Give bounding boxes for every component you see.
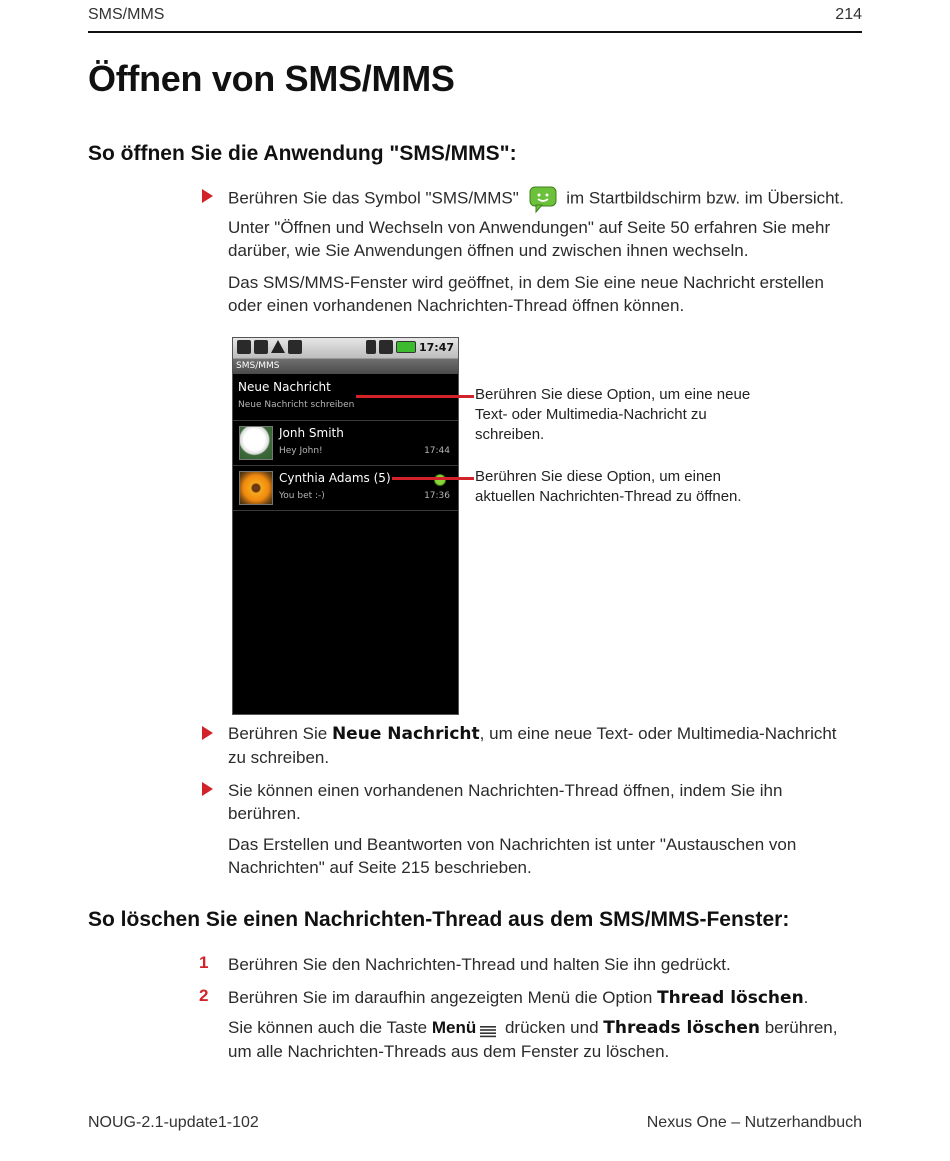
text-line: Sie können einen vorhandenen Nachrichten-Thread öffnen, indem Sie ihn xyxy=(228,781,783,800)
ui-label-delete-thread: Thread löschen xyxy=(657,988,804,1008)
text-line: oder einen vorhandenen Nachrichten-Thread öffnen können. xyxy=(228,296,685,315)
text-line: darüber, wie Sie Anwendungen öffnen und zwischen ihnen wechseln. xyxy=(228,241,749,260)
bullet-open-app xyxy=(228,184,868,214)
running-header xyxy=(88,6,862,33)
step-1: Berühren Sie den Nachrichten-Thread und halten Sie ihn gedrückt. xyxy=(228,955,731,974)
paragraph-switch-apps xyxy=(228,216,864,262)
phone-screenshot xyxy=(232,337,459,715)
usb-icon xyxy=(288,340,302,354)
text-line: Text- oder Multimedia-Nachricht zu xyxy=(475,406,707,423)
voicemail-icon xyxy=(237,340,251,354)
text-line: Berühren Sie diese Option, um eine neue xyxy=(475,386,751,403)
text-span: Berühren Sie im daraufhin angezeigten Menü die Option xyxy=(228,988,658,1007)
step-number: 2 xyxy=(199,986,209,1005)
step-number: 1 xyxy=(199,953,209,972)
text-span: Sie können auch die Taste xyxy=(228,1018,432,1037)
bullet-marker xyxy=(202,782,213,796)
text-span: Berühren Sie xyxy=(228,724,332,743)
thread-time: 17:36 xyxy=(424,491,450,501)
callout-thread xyxy=(475,467,775,507)
signal-icon xyxy=(379,340,393,354)
battery-icon xyxy=(396,341,416,353)
callout-new-message xyxy=(475,385,775,445)
callout-line-new-message xyxy=(356,395,474,398)
header-section: SMS/MMS xyxy=(88,6,165,23)
text-span: berühren, xyxy=(759,1018,838,1037)
text-line: aktuellen Nachrichten-Thread zu öffnen. xyxy=(475,488,742,505)
status-time: 17:47 xyxy=(418,340,454,354)
new-message-item[interactable] xyxy=(233,376,458,421)
golf-ball-icon xyxy=(239,426,273,460)
callout-line-thread xyxy=(392,477,474,480)
menu-icon xyxy=(479,1022,497,1036)
note-delete-all xyxy=(228,1016,868,1063)
text-line xyxy=(228,722,864,746)
wifi-icon xyxy=(366,340,376,354)
footer-product: Nexus One – Nutzerhandbuch xyxy=(646,1114,862,1131)
text-line: um alle Nachrichten-Threads aus dem Fenster zu löschen. xyxy=(228,1042,670,1061)
text-line: Unter "Öffnen und Wechseln von Anwendungen" auf Seite 50 erfahren Sie mehr xyxy=(228,218,831,237)
bullet-marker xyxy=(202,726,213,740)
text-line: berühren. xyxy=(228,804,301,823)
calendar-icon xyxy=(254,340,268,354)
text-span: . xyxy=(803,988,809,1007)
text-line: Das SMS/MMS-Fenster wird geöffnet, in dem Sie eine neue Nachricht erstellen xyxy=(228,273,824,292)
thread-item[interactable] xyxy=(233,466,458,511)
app-title-bar: SMS/MMS xyxy=(233,359,458,374)
ui-label-new-message: Neue Nachricht xyxy=(331,724,480,744)
key-label-menu: Menü xyxy=(431,1018,477,1037)
section-heading-delete: So löschen Sie einen Nachrichten-Thread aus dem SMS/MMS-Fenster: xyxy=(88,908,790,931)
flower-icon xyxy=(239,471,273,505)
footer-doc-id: NOUG-2.1-update1-102 xyxy=(88,1114,259,1131)
new-message-subtitle: Neue Nachricht schreiben xyxy=(238,400,355,410)
text-line xyxy=(228,1016,868,1040)
bullet-open-app-text: Berühren Sie das Symbol "SMS/MMS" xyxy=(228,188,519,208)
status-bar xyxy=(233,338,458,359)
paragraph-see-also xyxy=(228,833,864,879)
bullet-open-thread xyxy=(228,779,864,825)
text-line: Berühren Sie diese Option, um einen xyxy=(475,468,721,485)
thread-snippet: Hey John! xyxy=(279,446,323,456)
page-title: Öffnen von SMS/MMS xyxy=(88,58,455,99)
paragraph-window-opens xyxy=(228,271,864,317)
header-page-number: 214 xyxy=(835,6,862,23)
section-heading-open: So öffnen Sie die Anwendung "SMS/MMS": xyxy=(88,142,517,165)
unread-indicator-icon xyxy=(434,474,446,486)
text-span: drücken und xyxy=(500,1018,604,1037)
warning-icon xyxy=(271,340,285,353)
thread-name: Jonh Smith xyxy=(279,426,344,440)
step-2 xyxy=(228,986,864,1010)
text-line: zu schreiben. xyxy=(228,748,330,767)
thread-snippet: You bet :-) xyxy=(279,491,325,501)
thread-item[interactable] xyxy=(233,421,458,466)
ui-label-delete-threads: Threads löschen xyxy=(603,1018,760,1038)
bullet-new-message xyxy=(228,722,864,769)
text-line: Nachrichten" auf Seite 215 beschrieben. xyxy=(228,858,532,877)
new-message-title: Neue Nachricht xyxy=(238,380,331,394)
text-line: Das Erstellen und Beantworten von Nachrichten ist unter "Austauschen von xyxy=(228,835,797,854)
bullet-marker xyxy=(202,189,213,203)
thread-name: Cynthia Adams (5) xyxy=(279,471,391,485)
text-span: , um eine neue Text- oder Multimedia-Nachricht xyxy=(479,724,837,743)
bullet-open-app-text-after: im Startbildschirm bzw. im Übersicht. xyxy=(566,188,844,208)
thread-time: 17:44 xyxy=(424,446,450,456)
sms-app-icon xyxy=(528,184,558,214)
text-line: schreiben. xyxy=(475,426,545,443)
